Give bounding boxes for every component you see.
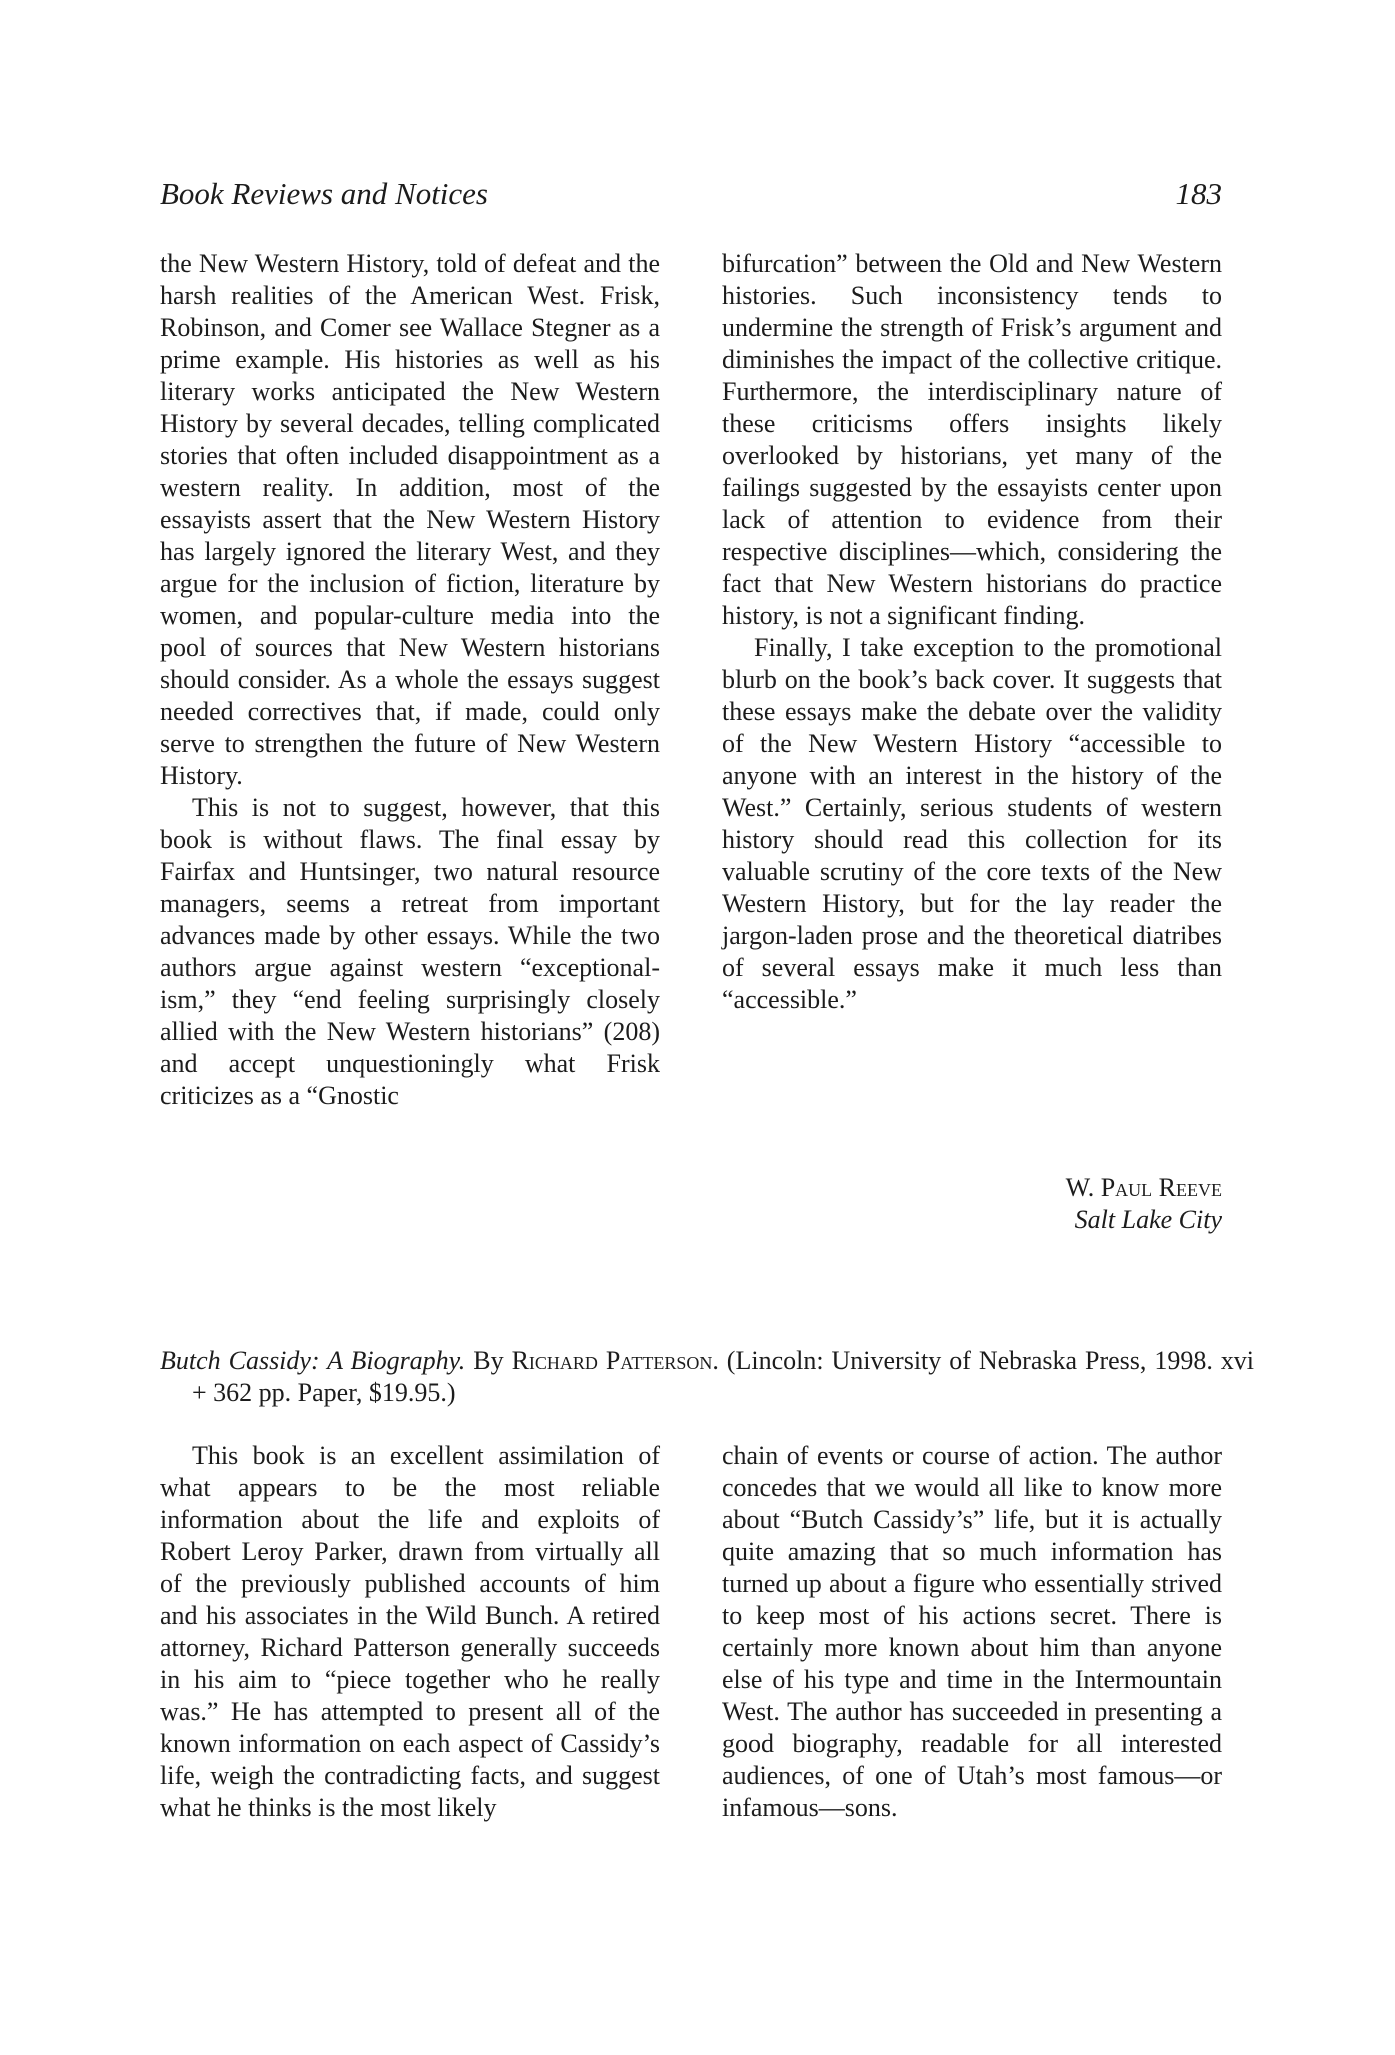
- review2-paragraph: This book is an excellent assimilation of what appears to be the most reliable information about the life and exploits of Robert Leroy Parker, drawn from virtually all of the previously published accounts of him and his associates in the Wild Bunch. A retired attorney, Richard Patterson generally succeeds in his aim to “piece together who he really was.” He has attempted to present all of the known information on each aspect of Cassidy’s life, weigh the contradicting facts, and suggest what he thinks is the most likely: [160, 1441, 660, 1822]
- book-author: Richard Patterson.: [511, 1346, 719, 1375]
- review1-paragraph: bifurcation” between the Old and New Western histories. Such inconsistency tends to undermine the strength of Frisk’s argument and diminishes the impact of the collective critique. Furthermore, the interdisciplinary nature of these criticisms offers insights likely overlooked by historians, yet many of the failings suggested by the essayists center upon lack of attention to evidence from their respective disciplines—which, considering the fact that New Western historians do practice history, is not a significant finding.: [722, 249, 1222, 630]
- review2-column-right: [722, 1440, 1222, 1824]
- book-citation: [160, 1345, 1254, 1409]
- reviewer-place: Salt Lake City: [1074, 1205, 1222, 1234]
- review1-column-right: [722, 248, 1222, 1016]
- review1-paragraph: This is not to suggest, however, that this book is without flaws. The final essay by Fairfax and Huntsinger, two natural resource managers, seems a retreat from important advances made by other essays. While the two authors argue against western “exceptionalism,” they “end feeling surprisingly closely allied with the New Western historians” (208) and accept unquestioningly what Frisk criticizes as a “Gnostic: [160, 793, 660, 1110]
- reviewer-name: W. Paul Reeve: [1065, 1173, 1222, 1202]
- review1-paragraph: the New Western History, told of defeat and the harsh realities of the American West. Frisk, Robinson, and Comer see Wallace Stegner as a prime example. His histories as well as his literary works anticipated the New Western History by several decades, telling complicated stories that often included disappointment as a western reality. In addition, most of the essayists assert that the New Western History has largely ignored the literary West, and they argue for the inclusion of fiction, literature by women, and popular-culture media into the pool of sources that New Western historians should consider. As a whole the essays suggest needed correctives that, if made, could only serve to strengthen the future of New Western History.: [160, 249, 660, 790]
- citation-by: By: [465, 1346, 512, 1375]
- running-head: [160, 176, 1222, 216]
- page-number: 183: [1175, 176, 1222, 211]
- review2-paragraph: chain of events or course of action. The author concedes that we would all like to know more about “Butch Cassidy’s” life, but it is actually quite amazing that so much information has turned up about a figure who essentially strived to keep most of his actions secret. There is certainly more known about him than anyone else of his type and time in the Intermountain West. The author has succeeded in presenting a good biography, readable for all interested audiences, of one of Utah’s most famous—or infamous—sons.: [722, 1441, 1222, 1822]
- running-title: Book Reviews and Notices: [160, 176, 488, 211]
- review2-column-left: [160, 1440, 660, 1824]
- reviewer-signature: [722, 1172, 1222, 1236]
- book-title: Butch Cassidy: A Biography.: [160, 1346, 466, 1375]
- review1-column-left: [160, 248, 660, 1112]
- citation-details: (Lincoln: University of Nebraska Press, 1998. xvi + 362 pp. Paper, $19.95.): [192, 1346, 1255, 1407]
- review1-paragraph: Finally, I take exception to the promotional blurb on the book’s back cover. It suggests that these essays make the debate over the validity of the New Western History “accessible to anyone with an interest in the history of the West.” Certainly, serious students of western history should read this collection for its valuable scrutiny of the core texts of the New Western History, but for the lay reader the jargon-laden prose and the theoretical diatribes of several essays make it much less than “accessible.”: [722, 633, 1222, 1014]
